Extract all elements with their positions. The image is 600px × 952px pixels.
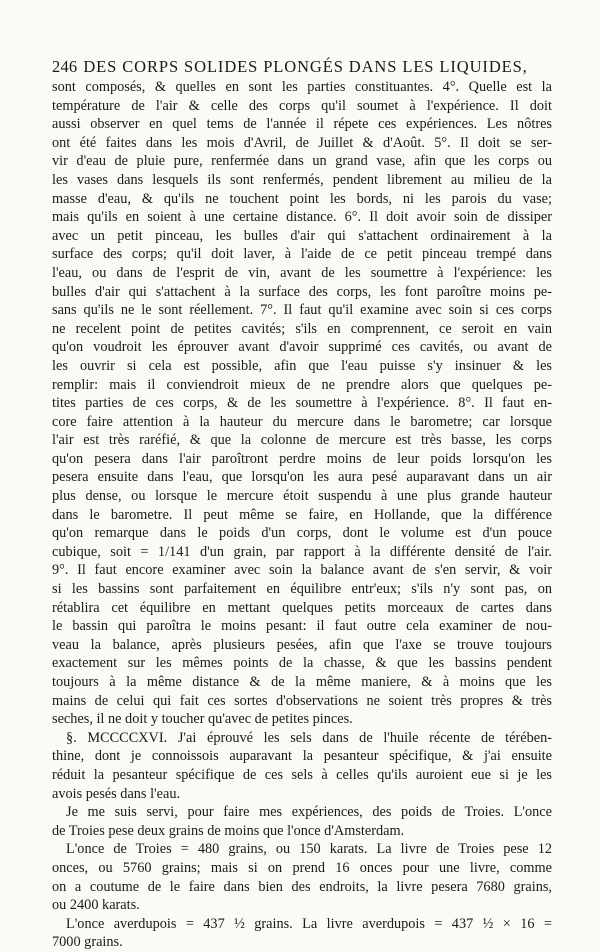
paragraph <box>52 915 552 952</box>
text-line: réduit la pesanteur spécifique de ces sels à celles qu'ils auroient eue si je les <box>52 766 552 783</box>
text-line: ont été faites dans les mois d'Avril, de Juillet & d'Août. 5°. Il doit se ser- <box>52 134 552 151</box>
text-line: bulles d'air qui s'attachent à la surface des corps, les font paroître moins pe- <box>52 283 552 300</box>
text-line: toujours à la même distance & de la même maniere, & à moins que les <box>52 674 552 690</box>
running-header <box>52 57 550 77</box>
text-line: surface des corps; qu'il doit laver, à l'aide de ce petit pinceau trempé dans <box>52 246 552 263</box>
paragraph-list <box>52 78 552 952</box>
text-line: pesera ensuite dans l'eau, que lorsqu'on les aura pesé auparavant dans un air <box>52 469 552 486</box>
text-line: veau la balance, après plusieurs pesées, afin que l'axe se trouve toujours <box>52 636 552 653</box>
text-line: avois pesés dans l'eau. <box>52 785 181 802</box>
text-line: §. MCCCCXVI. J'ai éprouvé les sels dans de l'huile récente de térében- <box>66 729 552 746</box>
text-line: thine, dont je connoissois auparavant la pesanteur spécifique, & j'ai ensuite <box>52 748 552 765</box>
text-line: onces, ou 5760 grains; mais si on prend 16 onces pour une livre, comme <box>52 859 552 876</box>
text-line: les vases dans lesquels ils sont renfermés, pendent librement au milieu de la <box>52 171 552 188</box>
text-line: on a coutume de le faire dans bien des endroits, la livre pesera 7680 grains, <box>52 878 552 895</box>
page-number: 246 <box>52 57 78 76</box>
body-text <box>52 78 552 952</box>
text-line: L'once de Troies = 480 grains, ou 150 karats. La livre de Troies pese 12 <box>66 841 552 858</box>
text-line: dans le barometre. Il peut même se faire, en Hollande, que la différence <box>52 506 552 523</box>
text-line: seches, il ne doit y toucher qu'avec de petites pinces. <box>52 711 353 728</box>
text-line: l'eau, ou dans de l'esprit de vin, avant de les soumettre à l'expérience: les <box>52 264 552 281</box>
text-line: ne recelent point de petites cavités; s'ils en comprennent, ce seroit en vain <box>52 320 552 337</box>
text-line: mais qu'ils en soient à une certaine distance. 6°. Il doit avoir soin de dissiper <box>52 209 552 226</box>
text-line: si les bassins sont parfaitement en équilibre entr'eux; s'ils n'y sont pas, on <box>52 581 552 598</box>
text-line: qu'on pesera dans l'air paroîtront perdre moins de leur poids lorsqu'on les <box>52 450 552 467</box>
text-line: ou 2400 karats. <box>52 897 140 914</box>
text-line: aussi observer en quel tems de l'année il répete ces expériences. Les nôtres <box>52 116 552 133</box>
text-line: L'once averdupois = 437 ½ grains. La livre averdupois = 437 ½ × 16 = <box>66 915 552 932</box>
text-line: plus dense, ou lorsque le mercure étoit suspendu à une plus grande hauteur <box>52 488 552 505</box>
text-line: Je me suis servi, pour faire mes expériences, des poids de Troies. L'once <box>66 804 552 821</box>
paragraph <box>52 840 552 914</box>
running-title: DES CORPS SOLIDES PLONGÉS DANS LES LIQUIDES, <box>83 57 528 76</box>
text-line: sans qu'ils ne le sont réellement. 7°. Il faut qu'il examine avec soin si ces corps <box>52 302 552 319</box>
text-line: qu'on voudroit les éprouver avant d'avoir supprimé ces cavités, ou avant de <box>52 339 552 356</box>
text-line: 9°. Il faut encore examiner avec soin la balance avant de s'en servir, & voir <box>52 562 552 579</box>
text-line: core faire attention à la hauteur du mercure dans le barometre; car lorsque <box>52 413 552 430</box>
text-line: les ouvrir si cela est possible, afin que l'eau puisse s'y insinuer & les <box>52 357 552 374</box>
text-line: qu'on remarque dans le poids d'un corps, dont le volume est d'un pouce <box>52 525 552 542</box>
text-line: tites parties de ces corps, & de les soumettre à l'expérience. 8°. Il faut en- <box>52 395 552 412</box>
paragraph <box>52 803 552 840</box>
text-line: 7000 grains. <box>52 934 123 951</box>
text-line: exactement sur les mêmes points de la chasse, & que les bassins pendent <box>52 655 552 672</box>
text-line: sont composés, & quelles en sont les parties constituantes. 4°. Quelle est la <box>52 79 552 95</box>
text-line: remplir: mais il conviendroit mieux de ne prendre alors que quelques pe- <box>52 376 552 393</box>
text-line: cubique, soit = 1/141 d'un grain, par rapport à la différente densité de l'air. <box>52 543 552 560</box>
paragraph <box>52 729 552 803</box>
text-line: avec un petit pinceau, les bulles d'air qui s'attachent ordinairement à la <box>52 227 552 244</box>
text-line: température de l'air & celle des corps qu'il soumet à l'expérience. Il doit <box>52 97 552 114</box>
text-line: de Troies pese deux grains de moins que l'once d'Amsterdam. <box>52 822 405 839</box>
text-line: vir d'eau de pluie pure, renfermée dans un grand vase, afin que les corps ou <box>52 153 552 170</box>
text-line: mains de celui qui fait ces sortes d'observations ne soient très propres & très <box>52 692 552 709</box>
text-line: l'air est très raréfié, & que la colonne de mercure est très basse, les corps <box>52 432 552 449</box>
text-line: rétablira cet équilibre en mettant quelques petits morceaux de cartes dans <box>52 599 552 616</box>
text-line: masse d'eau, & qu'ils ne touchent point les bords, ni les parois du vase; <box>52 190 552 207</box>
text-line: le bassin qui paroîtra le moins pesant: il faut outre cela examiner de nou- <box>52 618 552 635</box>
paragraph <box>52 78 552 729</box>
